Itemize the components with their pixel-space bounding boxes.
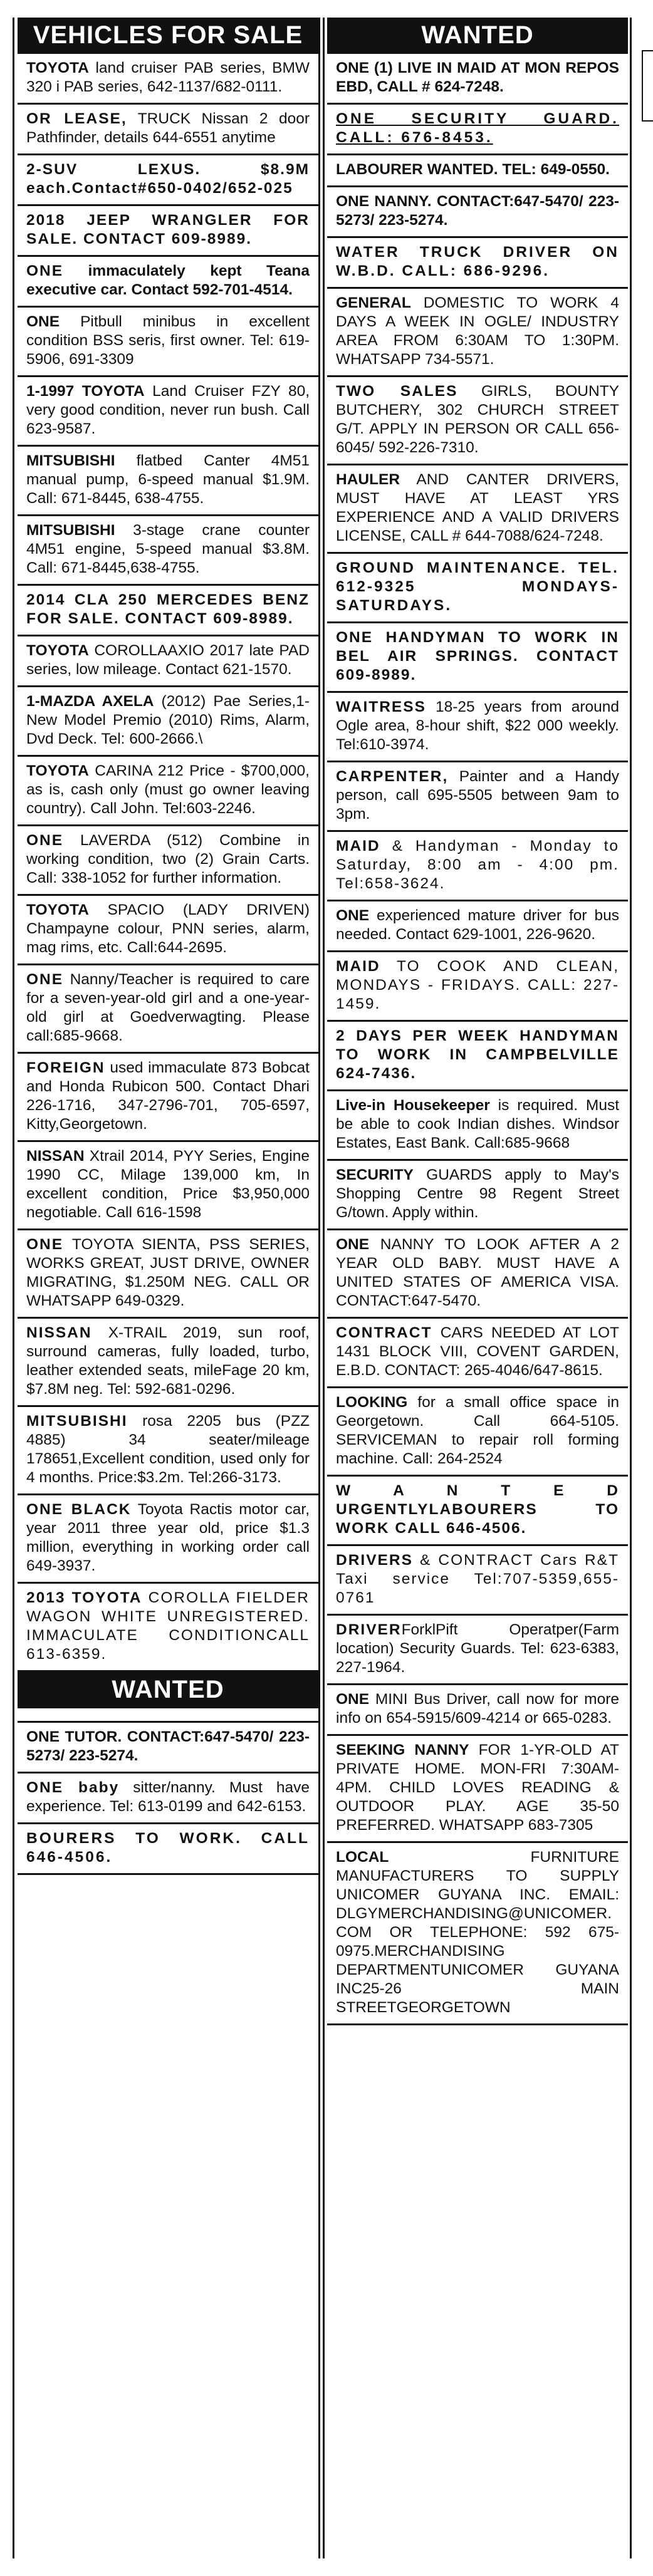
classified-ad: SEEKING NANNY FOR 1-YR-OLD AT PRIVATE HOME. MON-FRI 7:30AM-4PM. CHILD LOVES READING & OUTDOOR PLAY. AGE 35-50 PREFERRED. WHATSAPP 683-7305 bbox=[327, 1736, 628, 1843]
classified-ad: MAID TO COOK AND CLEAN, MONDAYS - FRIDAYS. CALL: 227-1459. bbox=[327, 952, 628, 1022]
classified-ad: Live-in Housekeeper is required. Must be able to cook Indian dishes. Windsor Estates, East Bank. Call:685-9668 bbox=[327, 1091, 628, 1161]
classified-ad: 2 DAYS PER WEEK HANDYMAN TO WORK IN CAMPBELVILLE 624-7436. bbox=[327, 1022, 628, 1091]
section-header-wanted: WANTED bbox=[18, 1672, 318, 1708]
classified-ad: MITSUBISHI flatbed Canter 4M51 manual pump, 6-speed manual $1.9M. Call: 671-8445, 638-4755. bbox=[18, 447, 318, 516]
classified-ad: TOYOTA SPACIO (LADY DRIVEN) Champayne colour, PNN series, alarm, mag rims, etc. Call:644-2695. bbox=[18, 896, 318, 965]
left-column bbox=[18, 18, 318, 1875]
classified-ad: BOURERS TO WORK. CALL 646-4506. bbox=[18, 1824, 318, 1875]
column-rule bbox=[323, 18, 325, 2558]
column-rule bbox=[318, 18, 320, 2558]
classified-ad: ONE NANNY TO LOOK AFTER A 2 YEAR OLD BABY. MUST HAVE A UNITED STATES OF AMERICA VISA. CONTACT:647-5470. bbox=[327, 1230, 628, 1319]
classified-ad: 2014 CLA 250 MERCEDES BENZ FOR SALE. CONTACT 609-8989. bbox=[18, 586, 318, 636]
classified-ad: 1-MAZDA AXELA (2012) Pae Series,1- New Model Premio (2010) Rims, Alarm, Dvd Deck. Tel: 600-2666.\ bbox=[18, 687, 318, 757]
classified-ad: CARPENTER, Painter and a Handy person, call 695-5505 between 9am to 3pm. bbox=[327, 762, 628, 832]
classified-ad: ONE experienced mature driver for bus needed. Contact 629-1001, 226-9620. bbox=[327, 901, 628, 952]
classified-ad: MITSUBISHI 3-stage crane counter 4M51 engine, 5-speed manual $3.8M. Call: 671-8445,638-4755. bbox=[18, 516, 318, 586]
column-rule bbox=[13, 18, 14, 2558]
classified-ad: LOOKING for a small office space in Georgetown. Call 664-5105. SERVICEMAN to repair roll forming machine. Call: 264-2524 bbox=[327, 1388, 628, 1477]
classified-ad: ONE Nanny/Teacher is required to care for a seven-year-old girl and a one-year-old girl at Goedverwagting. Please call:685-9668. bbox=[18, 965, 318, 1054]
classified-ad: GROUND MAINTENANCE. TEL. 612-9325 MONDAYS-SATURDAYS. bbox=[327, 554, 628, 623]
classified-ad: ONE (1) LIVE IN MAID AT MON REPOS EBD, CALL # 624-7248. bbox=[327, 54, 628, 105]
classified-ad: ONE SECURITY GUARD. CALL: 676-8453. bbox=[327, 105, 628, 155]
classified-ad: ONE HANDYMAN TO WORK IN BEL AIR SPRINGS. CONTACT 609-8989. bbox=[327, 623, 628, 693]
classified-ad: WAITRESS 18-25 years from around Ogle area, 8-hour shift, $22 000 weekly. Tel:610-3974. bbox=[327, 693, 628, 762]
classified-ad: TOYOTA CARINA 212 Price - $700,000, as is, cash only (must go owner leaving country). Call John. Tel:603-2246. bbox=[18, 757, 318, 826]
classified-ad: DRIVERS & CONTRACT Cars R&T Taxi service Tel:707-5359,655-0761 bbox=[327, 1546, 628, 1616]
classified-ad: ONE MINI Bus Driver, call now for more info on 654-5915/609-4214 or 665-0283. bbox=[327, 1685, 628, 1736]
classified-ad: MITSUBISHI rosa 2205 bus (PZZ 4885) 34 seater/mileage 178651,Excellent condition, used only for 4 months. Price:$3.2m. Tel:266-3173. bbox=[18, 1407, 318, 1495]
classified-ad: OR LEASE, TRUCK Nissan 2 door Pathfinder, details 644-6551 anytime bbox=[18, 105, 318, 155]
classified-ad: 2013 TOYOTA COROLLA FIELDER WAGON WHITE UNREGISTERED. IMMACULATE CONDITIONCALL 613-6359. bbox=[18, 1584, 318, 1672]
classified-ad: ONE Pitbull minibus in excellent condition BSS seris, first owner. Tel: 619-5906, 691-3309 bbox=[18, 308, 318, 377]
classified-ad: ONE immaculately kept Teana executive car. Contact 592-701-4514. bbox=[18, 257, 318, 308]
classified-ad: ONE LAVERDA (512) Combine in working condition, two (2) Grain Carts. Call: 338-1052 for further information. bbox=[18, 826, 318, 896]
classified-ad: 2-SUV LEXUS. $8.9M each.Contact#650-0402/652-025 bbox=[18, 155, 318, 206]
classified-ad: NISSAN Xtrail 2014, PYY Series, Engine 1990 CC, Milage 139,000 km, In excellent condition, Price $3,950,000 negotiable. Call 616-1598 bbox=[18, 1142, 318, 1230]
classified-ad: W A N T E D URGENTLYLABOURERS TO WORK CALL 646-4506. bbox=[327, 1477, 628, 1546]
page-edge-tab bbox=[642, 50, 653, 122]
right-column bbox=[327, 18, 628, 2025]
classified-ad: ONE TUTOR. CONTACT:647-5470/ 223-5273/ 223-5274. bbox=[18, 1723, 318, 1774]
section-header-vehicles: VEHICLES FOR SALE bbox=[18, 18, 318, 54]
classified-ad: 2018 JEEP WRANGLER FOR SALE. CONTACT 609-8989. bbox=[18, 206, 318, 257]
classified-ad: LABOURER WANTED. TEL: 649-0550. bbox=[327, 155, 628, 187]
classified-ad: ONE baby sitter/nanny. Must have experience. Tel: 613-0199 and 642-6153. bbox=[18, 1774, 318, 1824]
classified-ad: HAULER AND CANTER DRIVERS, MUST HAVE AT LEAST YRS EXPERIENCE AND A VALID DRIVERS LICENSE, CALL # 644-7088/624-7248. bbox=[327, 465, 628, 554]
classified-ad: TOYOTA land cruiser PAB series, BMW 320 i PAB series, 642-1137/682-0111. bbox=[18, 54, 318, 105]
classified-ad: DRIVERForklPift Operatper(Farm location) Security Guards. Tel: 623-6383, 227-1964. bbox=[327, 1616, 628, 1685]
classified-ad: TWO SALES GIRLS, BOUNTY BUTCHERY, 302 CHURCH STREET G/T. APPLY IN PERSON OR CALL 656-6045/ 592-226-7310. bbox=[327, 377, 628, 465]
classified-ad: SECURITY GUARDS apply to May's Shopping Centre 98 Regent Street G/town. Apply within. bbox=[327, 1161, 628, 1230]
classified-ad: NISSAN X-TRAIL 2019, sun roof, surround cameras, fully loaded, turbo, leather extended seats, mileFage 20 km, $7.8M neg. Tel: 592-681-0296. bbox=[18, 1319, 318, 1407]
section-header-wanted: WANTED bbox=[327, 18, 628, 54]
classified-ad: WATER TRUCK DRIVER ON W.B.D. CALL: 686-9296. bbox=[327, 238, 628, 289]
classified-ad: ONE NANNY. CONTACT:647-5470/ 223-5273/ 223-5274. bbox=[327, 187, 628, 238]
classified-ad: FOREIGN used immaculate 873 Bobcat and Honda Rubicon 500. Contact Dhari 226-1716, 347-2796-701, 705-6597, Kitty,Georgetown. bbox=[18, 1054, 318, 1142]
column-rule bbox=[630, 18, 632, 2558]
section-gap bbox=[18, 1708, 318, 1723]
classified-ad: MAID & Handyman - Monday to Saturday, 8:00 am - 4:00 pm. Tel:658-3624. bbox=[327, 832, 628, 901]
classified-ad: ONE BLACK Toyota Ractis motor car, year 2011 three year old, price $1.3 million, everything in working order call 649-3937. bbox=[18, 1495, 318, 1584]
classified-ad: TOYOTA COROLLAAXIO 2017 late PAD series, low mileage. Contact 621-1570. bbox=[18, 636, 318, 687]
classified-ad: CONTRACT CARS NEEDED AT LOT 1431 BLOCK VIII, COVENT GARDEN, E.B.D. CONTACT: 265-4046/647-8615. bbox=[327, 1319, 628, 1388]
classified-ad: ONE TOYOTA SIENTA, PSS SERIES, WORKS GREAT, JUST DRIVE, OWNER MIGRATING, $1.250M NEG. CALL OR WHATSAPP 649-0329. bbox=[18, 1230, 318, 1319]
classified-ad: GENERAL DOMESTIC TO WORK 4 DAYS A WEEK IN OGLE/ INDUSTRY AREA FROM 6:30AM TO 1:30PM. WHATSAPP 734-5571. bbox=[327, 289, 628, 377]
classified-ad: 1-1997 TOYOTA Land Cruiser FZY 80, very good condition, never run bush. Call 623-9587. bbox=[18, 377, 318, 447]
classified-ad: LOCAL FURNITURE MANUFACTURERS TO SUPPLY UNICOMER GUYANA INC. EMAIL: DLGYMERCHANDISING@UNICOMER.COM OR TELEPHONE: 592 675-0975.MERCHANDISING DEPARTMENTUNICOMER GUYANA INC25-26 MAIN STREETGEORGETOWN bbox=[327, 1843, 628, 2025]
